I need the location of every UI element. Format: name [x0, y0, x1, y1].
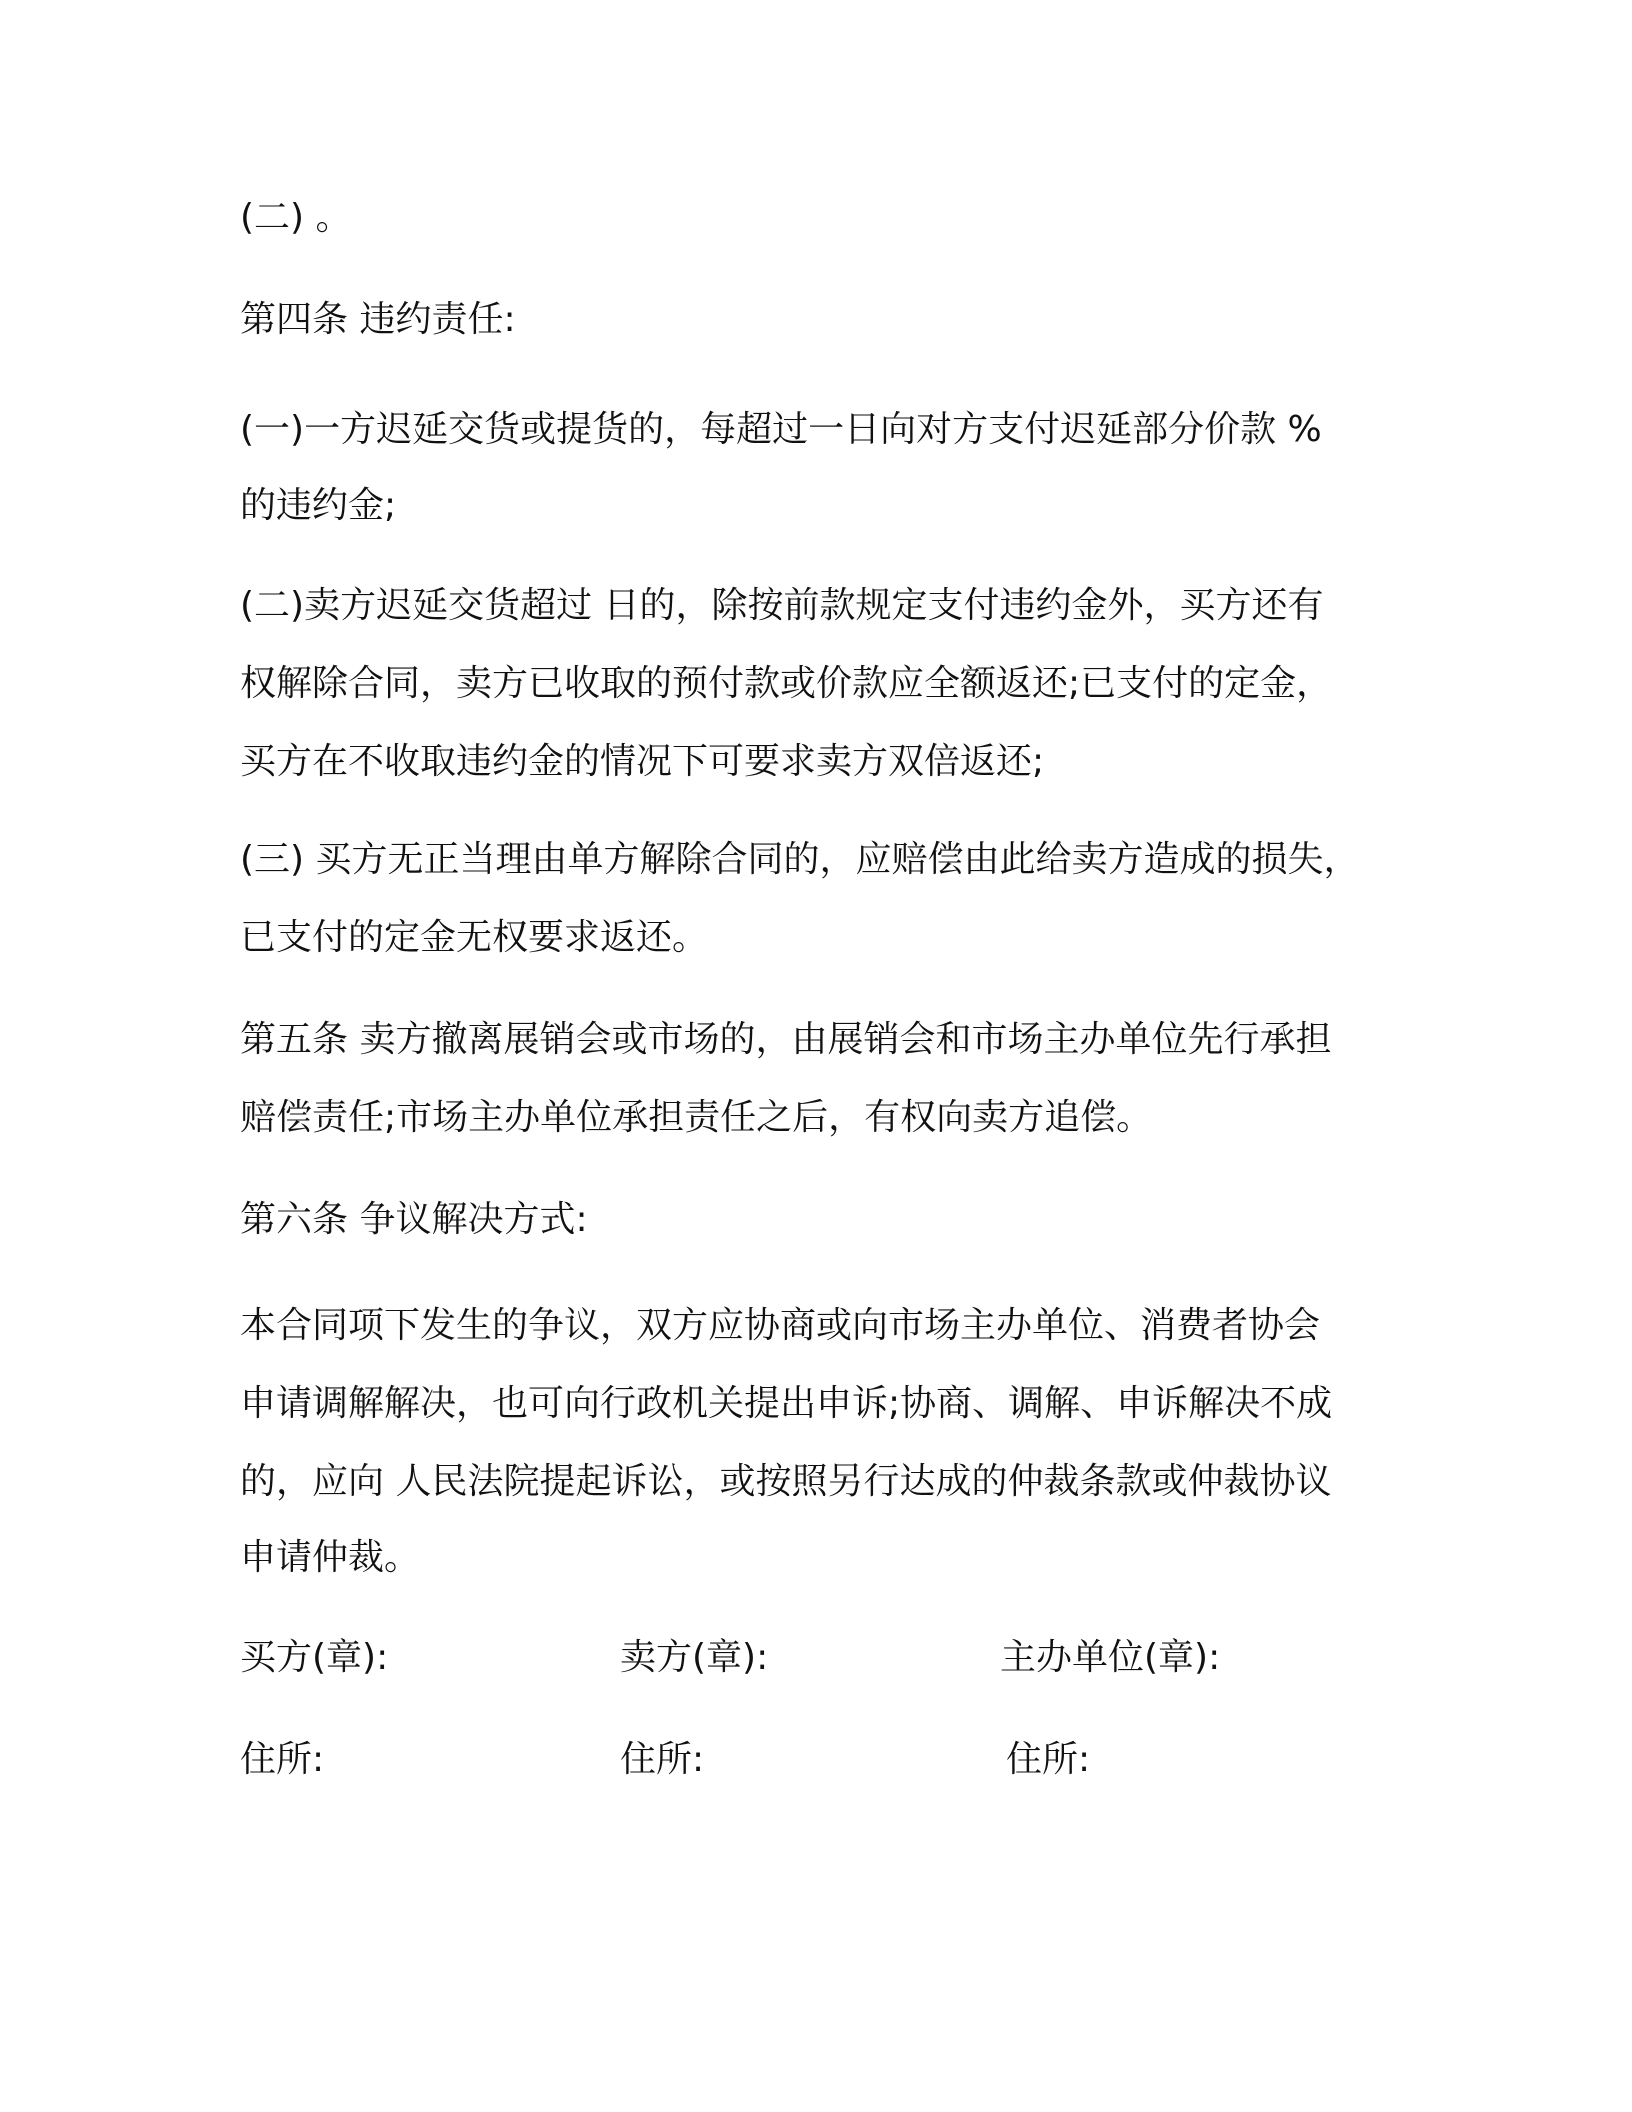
paragraph-line: (二) 。	[240, 197, 352, 238]
paragraph-line: (二)卖方迟延交货超过 日的，除按前款规定支付违约金外，买方还有	[240, 585, 1324, 626]
buyer-address-label: 住所:	[240, 1739, 325, 1780]
paragraph-line: (一)一方迟延交货或提货的，每超过一日向对方支付迟延部分价款 %	[240, 409, 1322, 450]
paragraph-line: 申请调解解决，也可向行政机关提出申诉;协商、调解、申诉解决不成	[240, 1383, 1333, 1424]
organizer-address-label: 住所:	[1006, 1739, 1091, 1780]
organizer-seal-label: 主办单位(章):	[1000, 1637, 1221, 1678]
paragraph-line: 权解除合同，卖方已收取的预付款或价款应全额返还;已支付的定金，	[240, 663, 1333, 704]
article-six-heading: 第六条 争议解决方式:	[240, 1199, 588, 1240]
seller-seal-label: 卖方(章):	[620, 1637, 769, 1678]
buyer-seal-label: 买方(章):	[240, 1637, 389, 1678]
seller-address-label: 住所:	[620, 1739, 705, 1780]
paragraph-line: 的，应向 人民法院提起诉讼，或按照另行达成的仲裁条款或仲裁协议	[240, 1461, 1332, 1502]
paragraph-line: 本合同项下发生的争议，双方应协商或向市场主办单位、消费者协会	[240, 1305, 1321, 1346]
paragraph-line: 的违约金;	[240, 485, 397, 526]
paragraph-line: 赔偿责任;市场主办单位承担责任之后，有权向卖方追偿。	[240, 1097, 1153, 1138]
article-five-line: 第五条 卖方撤离展销会或市场的，由展销会和市场主办单位先行承担	[240, 1019, 1332, 1060]
paragraph-line: 申请仲裁。	[240, 1537, 421, 1578]
paragraph-line: 已支付的定金无权要求返还。	[240, 917, 709, 958]
article-four-heading: 第四条 违约责任:	[240, 299, 516, 340]
paragraph-line: 买方在不收取违约金的情况下可要求卖方双倍返还;	[240, 741, 1045, 782]
paragraph-line: (三) 买方无正当理由单方解除合同的，应赔偿由此给卖方造成的损失，	[240, 839, 1360, 880]
